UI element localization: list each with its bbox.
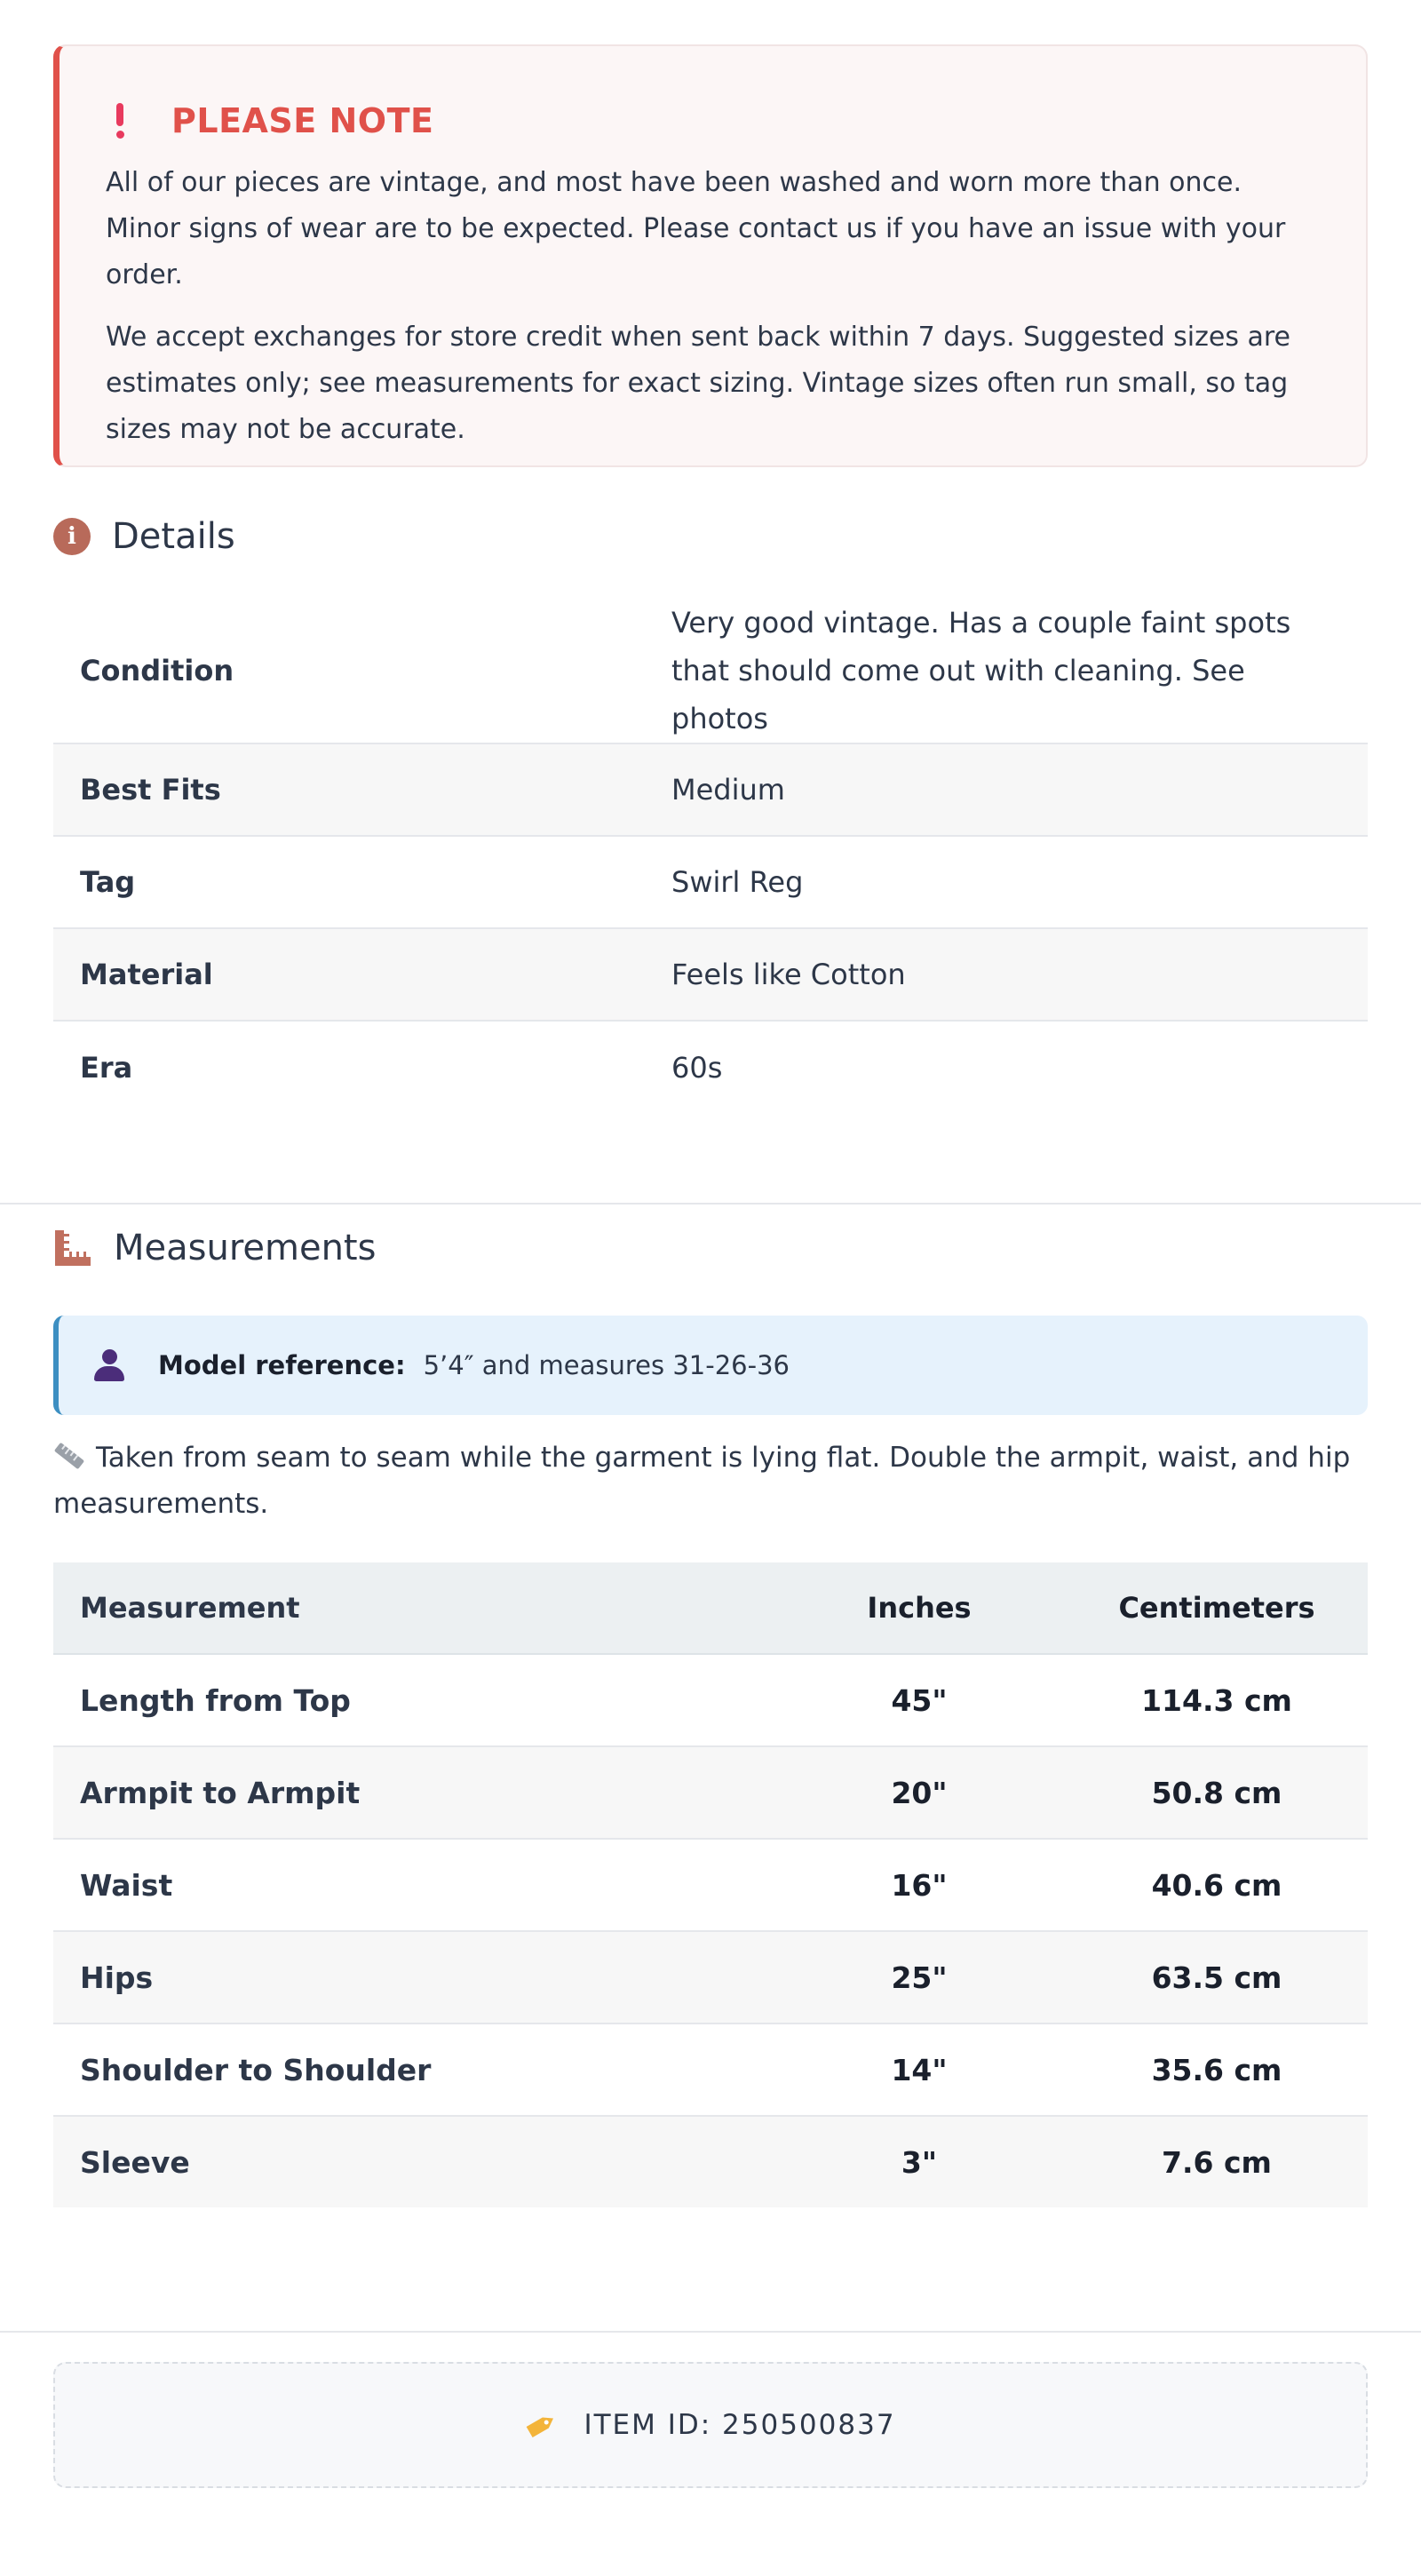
measurement-note-text: Taken from seam to seam while the garment is lying flat. Double the armpit, waist, and hip measurements. [53,1442,1351,1520]
measurement-name: Armpit to Armpit [53,1746,773,1839]
exclamation-icon [113,103,127,139]
detail-label: Era [80,1050,133,1085]
detail-value: Swirl Reg [645,836,1368,928]
measurement-cm: 50.8 cm [1066,1746,1368,1839]
column-header: Inches [773,1562,1066,1654]
measurement-inches: 16" [773,1839,1066,1931]
product-info [53,44,1368,2488]
section-divider [0,1203,1421,1205]
model-reference-box [53,1316,1368,1415]
notice-paragraph: All of our pieces are vintage, and most have been washed and worn more than once. Minor signs of wear are to be expected. Please contact us if you have an issue with your order. [106,167,1286,290]
table-row [53,743,1368,836]
table-row [53,836,1368,928]
details-table [53,599,1368,1113]
measurement-name: Length from Top [53,1654,773,1746]
table-row [53,1021,1368,1113]
notice-header [106,96,1322,146]
table-header-row [53,1562,1368,1654]
measurement-name: Waist [53,1839,773,1931]
column-header: Centimeters [1066,1562,1368,1654]
measurements-title: Measurements [114,1228,377,1268]
column-header: Measurement [53,1562,773,1654]
table-row [53,1839,1368,1931]
table-row [53,1931,1368,2023]
info-icon: i [53,518,91,555]
measurement-cm: 63.5 cm [1066,1931,1368,2023]
measurement-inches: 3" [773,2116,1066,2207]
detail-value: Feels like Cotton [645,928,1368,1021]
detail-label: Best Fits [53,743,645,836]
please-note-box [53,44,1368,467]
detail-label: Tag [53,836,645,928]
person-icon [94,1349,124,1381]
section-divider [0,2331,1421,2333]
table-row [53,1654,1368,1746]
table-row [53,928,1368,1021]
detail-value: 60s [671,1050,723,1085]
table-row [53,1746,1368,1839]
measurement-cm: 114.3 cm [1066,1654,1368,1746]
measurement-name: Hips [53,1931,773,2023]
measurement-note [53,1435,1368,1527]
table-row [53,599,1368,743]
notice-paragraph: We accept exchanges for store credit when sent back within 7 days. Suggested sizes are estimates only; see measurements for exact sizing. Vintage sizes often run small, so tag sizes may not be accurate. [106,322,1291,445]
notice-title: PLEASE NOTE [171,101,434,140]
item-id: ITEM ID: 250500837 [583,2409,896,2441]
measurement-cm: 7.6 cm [1066,2116,1368,2207]
details-title: Details [112,516,235,557]
measurements-header [53,1221,1368,1275]
measurement-cm: 35.6 cm [1066,2023,1368,2116]
tag-icon [525,2410,559,2440]
measurement-inches: 25" [773,1931,1066,2023]
measurement-name: Sleeve [53,2116,773,2207]
model-reference-value: 5’4″ and measures 31-26-36 [423,1350,790,1380]
measurements-table [53,1562,1368,2207]
measurement-inches: 20" [773,1746,1066,1839]
detail-label: Condition [53,599,645,743]
detail-label: Material [53,928,645,1021]
model-reference-label: Model reference: [158,1350,406,1380]
table-row [53,2116,1368,2207]
measurement-inches: 14" [773,2023,1066,2116]
table-row [53,2023,1368,2116]
measurement-name: Shoulder to Shoulder [53,2023,773,2116]
measurement-inches: 45" [773,1654,1066,1746]
detail-value: Very good vintage. Has a couple faint spots that should come out with cleaning. See photos [645,599,1368,743]
measurement-cm: 40.6 cm [1066,1839,1368,1931]
detail-value: Medium [645,743,1368,836]
item-id-box [53,2362,1368,2488]
ruler-small-icon [53,1443,85,1469]
details-header [53,510,1368,563]
ruler-icon [53,1228,92,1268]
